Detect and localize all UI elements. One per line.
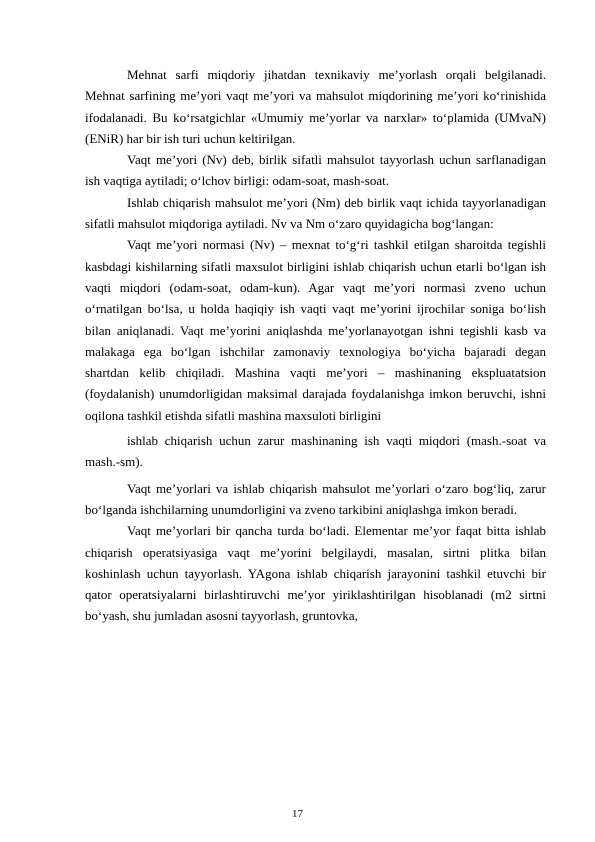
paragraph-norm-types: Vaqt me’yorlari bir qancha turda bo‘ladi. Elementar me’yor faqat bitta ishlab chiqarish operatsiyasiga vaqt me’yorini belgilaydi, masalan, sirtni plitka bilan koshinlash uchun tayyorlash. YAgona ishlab chiqarish jarayonini tashkil etuvchi bir qator operatsiyalarni birlashtiruvchi me’yor yiriklashtirilgan hisoblanadi (m2 sirtni bo‘yash, shu jumladan asosni tayyorlash, gruntovka, xyxy=(85,523,546,624)
page-number: 17 xyxy=(292,808,303,820)
paragraph-norms-relation: Vaqt me’yorlari va ishlab chiqarish mahsulot me’yorlari o‘zaro bog‘liq, zarur bo‘lganda ishchilarning unumdorligini va zveno tarkibini aniqlashga imkon beradi. xyxy=(85,480,546,517)
paragraph-time-norm: Vaqt me’yori (Nv) deb, birlik sifatli mahsulot tayyorlash uchun sarflanadigan ish vaqtiga aytiladi; o‘lchov birligi: odam-soat, mash-soat. xyxy=(85,152,546,189)
paragraph-time-norm-definition: Vaqt me’yori normasi (Nv) – mexnat to‘g‘ri tashkil etilgan sharoitda tegishli kasbdagi kishilarning sifatli maxsulot birligini ishlab chiqarish uchun etarli bo‘lgan ish vaqti miqdori (odam-soat, odam-kun). Agar vaqt me’yori normasi zveno uchun o‘rnatilgan bo‘lsa, u holda haqiqiy ish vaqti vaqt me’yorini ijrochilar soniga bo‘lish bilan aniqlanadi. Vaqt me’yorini aniqlashda me’yorlanayotgan ishni tegishli kasb va malakaga ega bo‘lgan ishchilar zamonaviy texnologiya bo‘yicha bajaradi degan shartdan kelib chiqiladi. Mashina vaqti me’yori – mashinaning ekspluatatsion (foydalanish) unumdorligidan maksimal darajada foydalanishga imkon beruvchi, ishni oqilona tashkil etishda sifatli mashina maxsuloti birligini xyxy=(85,237,546,423)
paragraph-machine-time: ishlab chiqarish uchun zarur mashinaning ish vaqti miqdori (mash.-soat va mash.-sm). xyxy=(85,433,546,470)
paragraph-production-norm: Ishlab chiqarish mahsulot me’yori (Nm) deb birlik vaqt ichida tayyorlanadigan sifatli mahsulot miqdoriga aytiladi. Nv va Nm o‘zaro quyidagicha bog‘langan: xyxy=(85,194,546,232)
document-body xyxy=(85,64,546,627)
paragraph-labor-norm: Mehnat sarfi miqdoriy jihatdan texnikaviy me’yorlash orqali belgilanadi. Mehnat sarfining me’yori vaqt me’yori va mahsulot miqdorining me’yori ko‘rinishida ifodalanadi. Bu ko‘rsatgichlar «Umumiy me’yorlar va narxlar» to‘plamida (UMvaN) (ENiR) har bir ish turi uchun keltirilgan. xyxy=(85,67,546,146)
